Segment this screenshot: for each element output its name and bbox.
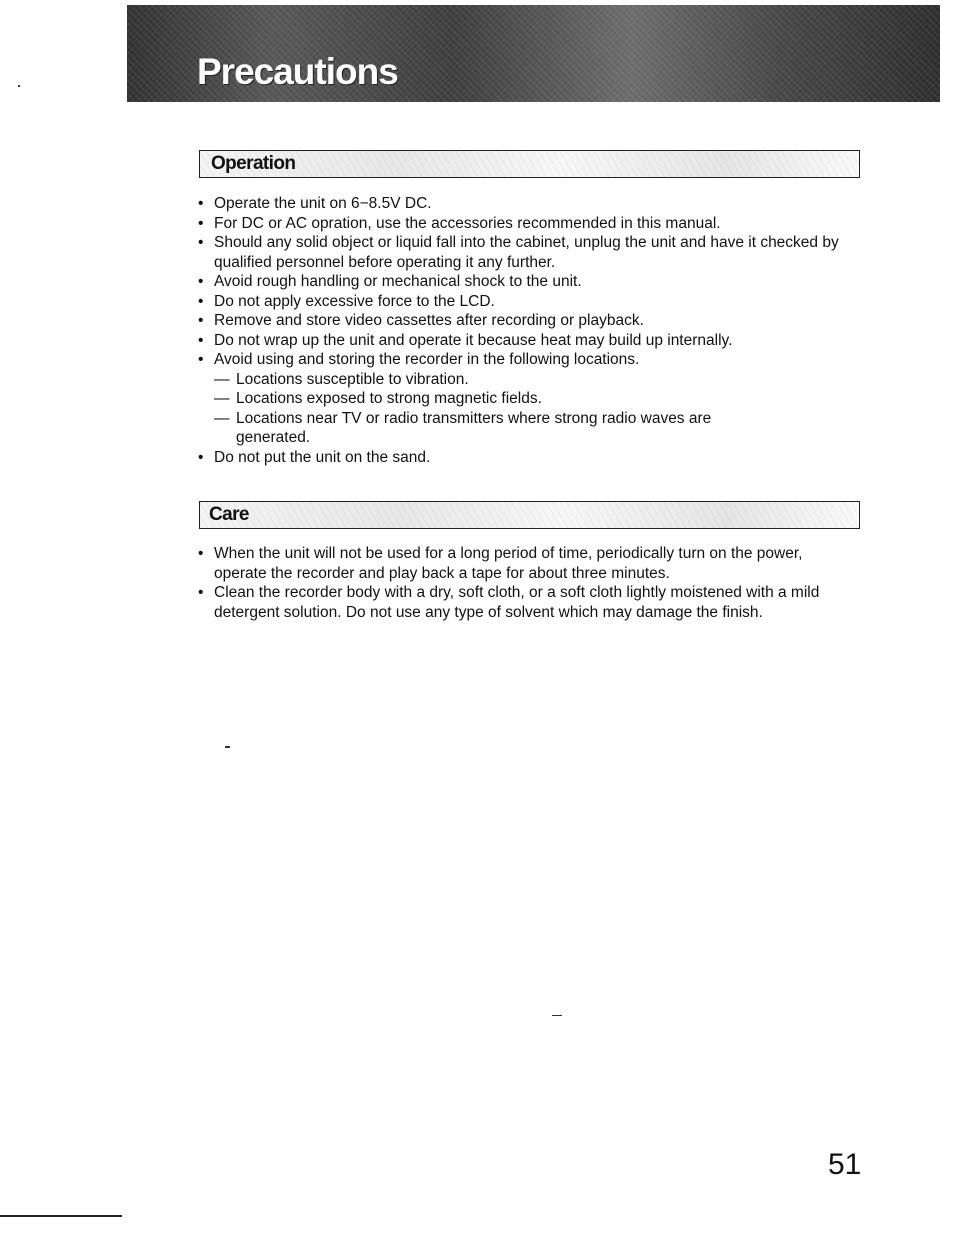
title-banner: [127, 5, 940, 102]
list-item: • Remove and store video cassettes after recording or playback.: [198, 312, 644, 329]
scan-speck: [18, 85, 20, 87]
list-item: • Avoid using and storing the recorder in the following locations. — Locations susceptible to vibration. — Locations exposed to strong magnetic fields. — Locations near TV or radio transmitters where strong radio waves are generated.: [197, 350, 857, 448]
sub-list-item: — Locations susceptible to vibration.: [214, 370, 469, 388]
list-item: • Do not put the unit on the sand.: [198, 448, 431, 466]
operation-section-header: [199, 150, 860, 178]
operation-heading: Operation: [211, 153, 296, 174]
list-item: • Do not apply excessive force to the LCD.: [198, 292, 495, 310]
list-item: • Operate the unit on 6−8.5V DC.: [198, 195, 432, 212]
list-item: • Clean the recorder body with a dry, soft cloth, or a soft cloth lightly moistened with a mild detergent solution. Do not use any type of solvent which may damage the finish.: [198, 584, 820, 621]
list-item: • When the unit will not be used for a long period of time, periodically turn on the power, operate the recorder and play back a tape for about three minutes.: [198, 545, 803, 582]
sub-list-item: — Locations near TV or radio transmitters where strong radio waves are generated.: [214, 409, 712, 446]
scan-speck: [552, 1015, 562, 1016]
list-item: • For DC or AC opration, use the accessories recommended in this manual.: [198, 214, 721, 232]
care-list: [197, 544, 857, 622]
care-heading: Care: [209, 504, 249, 525]
list-item: • Should any solid object or liquid fall into the cabinet, unplug the unit and have it checked by qualified personnel before operating it any further.: [198, 234, 839, 271]
page-title: Precautions: [197, 51, 398, 92]
operation-list: [197, 194, 857, 467]
scan-speck: [225, 746, 230, 748]
care-section-header: [199, 501, 860, 529]
list-item: • Avoid rough handling or mechanical shock to the unit.: [198, 273, 582, 290]
list-item: • Do not wrap up the unit and operate it because heat may build up internally.: [198, 331, 733, 349]
page-number: 51: [828, 1148, 862, 1181]
footer-rule: [0, 1215, 122, 1217]
locations-sublist: [214, 370, 857, 448]
sub-list-item: — Locations exposed to strong magnetic fields.: [214, 390, 542, 407]
